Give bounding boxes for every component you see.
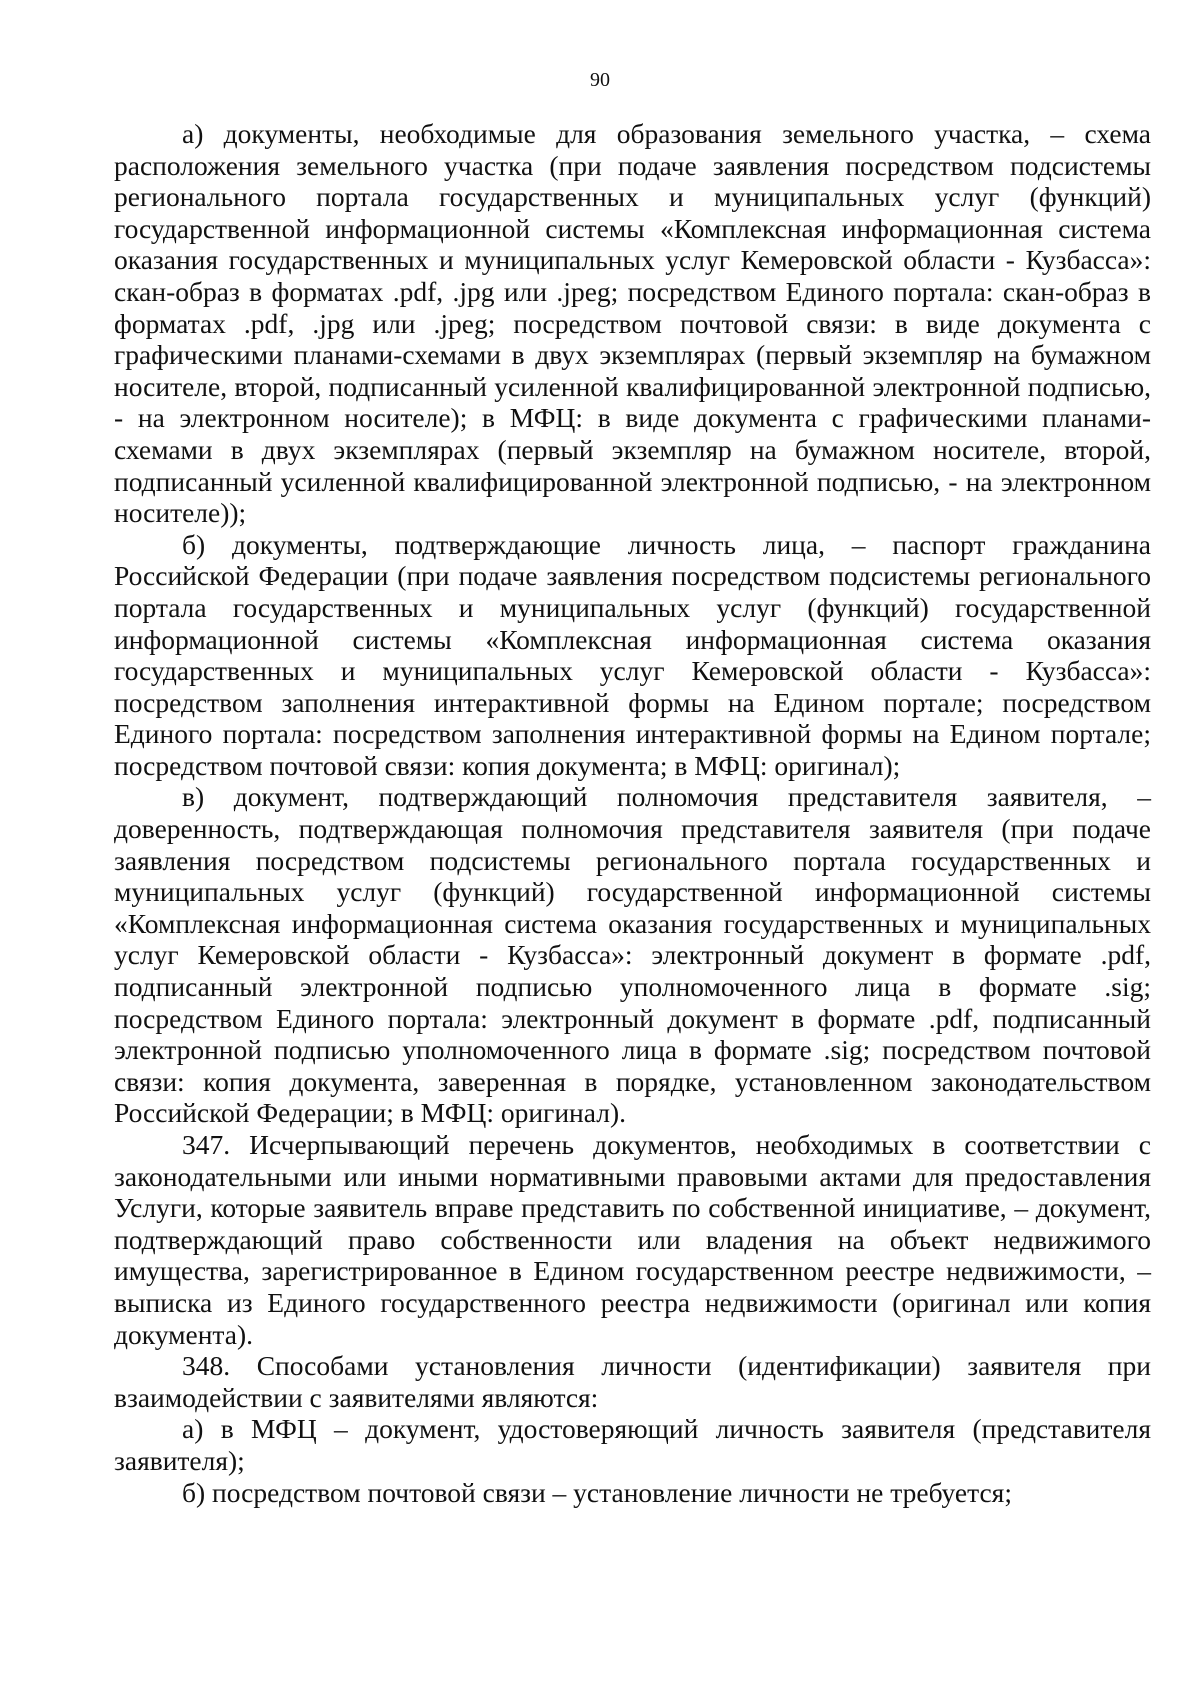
paragraph-v-representative-docs: в) документ, подтверждающий полномочия представителя заявителя, – доверенность, подтверждающая полномочия представителя заявителя (при подаче заявления посредством подсистемы регионального портала государственных и муниципальных услуг (функций) государственной информационной системы «Комплексная информационная система оказания государственных и муниципальных услуг Кемеровской области - Кузбасса»: электронный документ в формате .pdf, подписанный электронной подписью уполномоченного лица в формате .sig; посредством Единого портала: электронный документ в формате .pdf, подписанный электронной подписью уполномоченного лица в формате .sig; посредством почтовой связи: копия документа, заверенная в порядке, установленном законодательством Российской Федерации; в МФЦ: оригинал). <box>114 781 1151 1129</box>
page-number: 90 <box>590 69 610 91</box>
paragraph-348-a: а) в МФЦ – документ, удостоверяющий личность заявителя (представителя заявителя); <box>114 1413 1151 1476</box>
paragraph-b-identity-docs: б) документы, подтверждающие личность лица, – паспорт гражданина Российской Федерации (при подаче заявления посредством подсистемы регионального портала государственных и муниципальных услуг (функций) государственной информационной системы «Комплексная информационная система оказания государственных и муниципальных услуг Кемеровской области - Кузбасса»: посредством заполнения интерактивной формы на Едином портале; посредством Единого портала: посредством заполнения интерактивной формы на Едином портале; посредством почтовой связи: копия документа; в МФЦ: оригинал); <box>114 528 1151 781</box>
paragraph-348: 348. Способами установления личности (идентификации) заявителя при взаимодействии с заявителями являются: <box>114 1350 1151 1413</box>
paragraph-348-b: б) посредством почтовой связи – установление личности не требуется; <box>182 1476 1012 1508</box>
paragraph-347: 347. Исчерпывающий перечень документов, необходимых в соответствии с законодательными или иными нормативными правовыми актами для предоставления Услуги, которые заявитель вправе представить по собственной инициативе, – документ, подтверждающий право собственности или владения на объект недвижимого имущества, зарегистрированное в Едином государственном реестре недвижимости, – выписка из Единого государственного реестра недвижимости (оригинал или копия документа). <box>114 1129 1151 1350</box>
page-body <box>114 118 1151 1508</box>
paragraph-a-land-plot-docs: а) документы, необходимые для образования земельного участка, – схема расположения земельного участка (при подаче заявления посредством подсистемы регионального портала государственных и муниципальных услуг (функций) государственной информационной системы «Комплексная информационная система оказания государственных и муниципальных услуг Кемеровской области - Кузбасса»: скан-образ в форматах .pdf, .jpg или .jpeg; посредством Единого портала: скан-образ в форматах .pdf, .jpg или .jpeg; посредством почтовой связи: в виде документа с графическими планами-схемами в двух экземплярах (первый экземпляр на бумажном носителе, второй, подписанный усиленной квалифицированной электронной подписью, - на электронном носителе); в МФЦ: в виде документа с графическими планами-схемами в двух экземплярах (первый экземпляр на бумажном носителе, второй, подписанный усиленной квалифицированной электронной подписью, - на электронном носителе)); <box>114 118 1151 529</box>
